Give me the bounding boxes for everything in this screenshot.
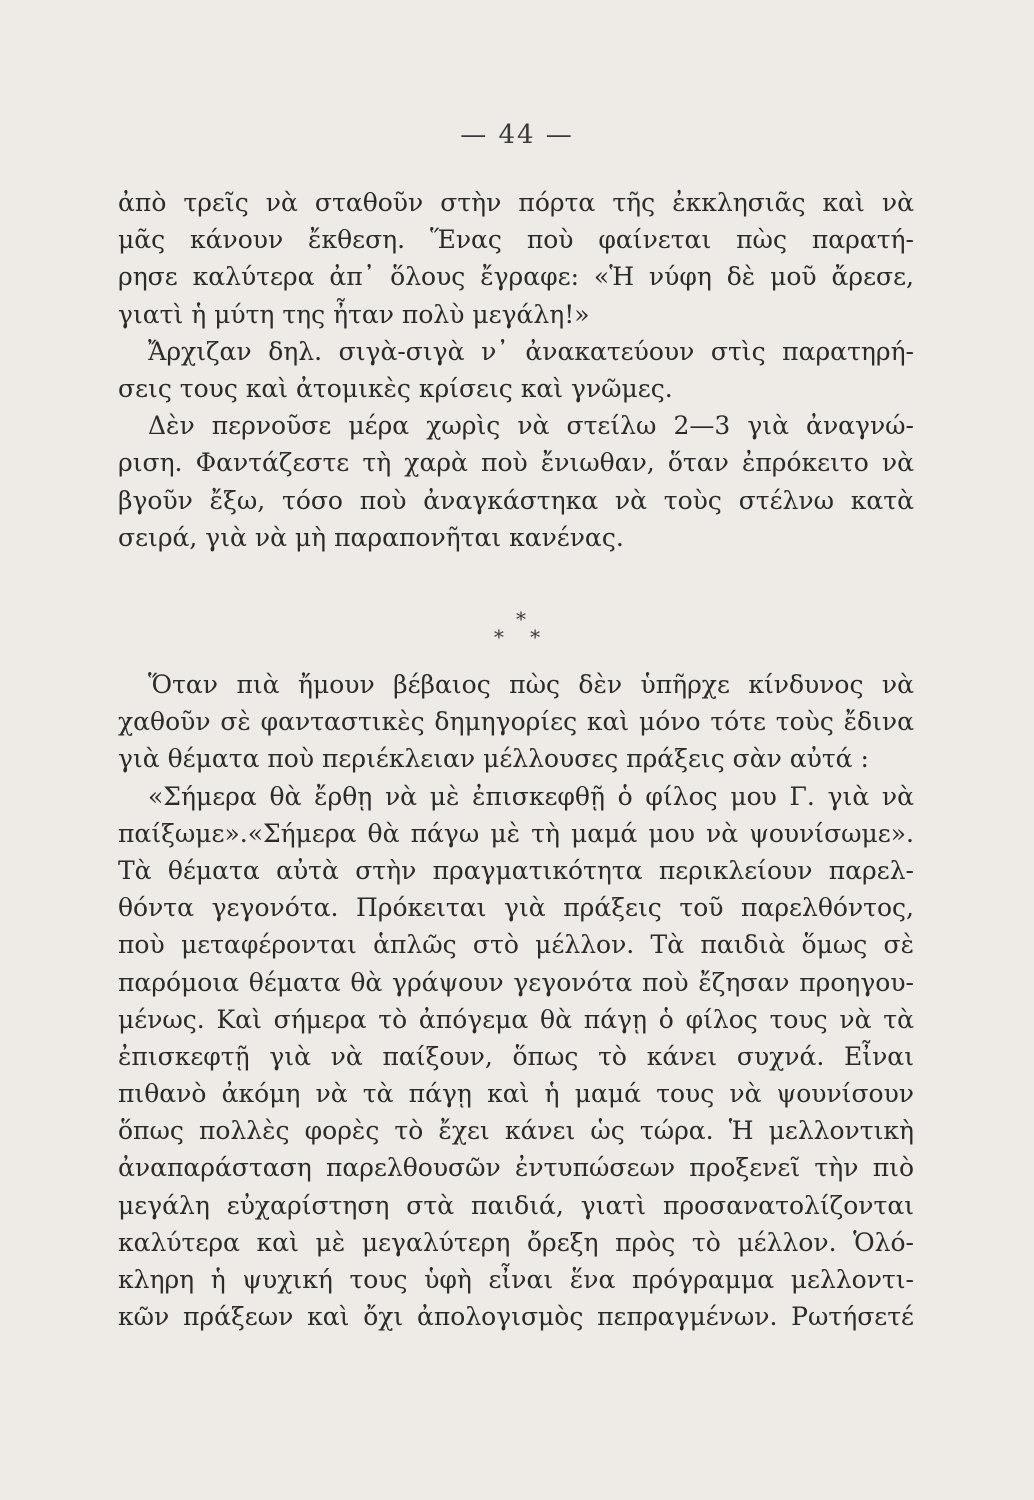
text-line: σεις τους καὶ ἀτομικὲς κρίσεις καὶ γνῶμες. (118, 373, 673, 403)
text-line: θόντα γεγονότα. Πρόκειται γιὰ πράξεις τοῦ παρελθόντος, (118, 893, 914, 923)
text-line: Δὲν περνοῦσε μέρα χωρὶς νὰ στείλω 2—3 γιὰ ἀναγνώ- (148, 411, 914, 441)
text-line: μεγάλη εὐχαρίστηση στὰ παιδιά, γιατὶ προσανατολίζονται (118, 1190, 914, 1220)
text-line: μᾶς κάνουν ἔκθεση. Ἕνας ποὺ φαίνεται πὼς παρατή- (118, 225, 914, 255)
text-line: Ἄρχιζαν δηλ. σιγὰ-σιγὰ ν᾽ ἀνακατεύουν στὶς παρατηρή- (148, 336, 914, 366)
text-line: σειρά, γιὰ νὰ μὴ παραπονῆται κανένας. (118, 522, 624, 552)
text-line: κῶν πράξεων καὶ ὄχι ἀπολογισμὸς πεπραγμένων. Ρωτήσετέ (118, 1302, 914, 1332)
page-number: — 44 — (460, 120, 574, 150)
text-line: Τὰ θέματα αὐτὰ στὴν πραγματικότητα περικλείουν παρελ- (118, 855, 914, 885)
text-line: «Σήμερα θὰ ἔρθῃ νὰ μὲ ἐπισκεφθῇ ὁ φίλος μου Γ. γιὰ νὰ (148, 781, 914, 811)
text-line: χαθοῦν σὲ φανταστικὲς δημηγορίες καὶ μόνο τότε τοὺς ἔδινα (118, 707, 914, 737)
text-line: μένως. Καὶ σήμερα τὸ ἀπόγεμα θὰ πάγῃ ὁ φίλος τους νὰ τὰ (118, 1004, 914, 1034)
text-line: ἀπὸ τρεῖς νὰ σταθοῦν στὴν πόρτα τῆς ἐκκλησιᾶς καὶ νὰ (118, 188, 914, 217)
text-line: κληρη ἡ ψυχική τους ὑφὴ εἶναι ἕνα πρόγραμμα μελλοντι- (118, 1265, 914, 1294)
text-line: καλύτερα καὶ μὲ μεγαλύτερη ὄρεξη πρὸς τὸ μέλλον. Ὁλό- (118, 1227, 914, 1257)
text-line: ὅπως πολλὲς φορὲς τὸ ἔχει κάνει ὡς τώρα. Ἡ μελλοντικὴ (118, 1116, 914, 1146)
text-line: ποὺ μεταφέρονται ἁπλῶς στὸ μέλλον. Τὰ παιδιὰ ὅμως σὲ (118, 930, 914, 960)
text-line: ρησε καλύτερα ἀπ᾽ ὅλους ἔγραφε: «Ἡ νύφη δὲ μοῦ ἄρεσε, (118, 262, 914, 292)
text-line: ἀναπαράσταση παρελθουσῶν ἐντυπώσεων προξενεῖ τὴν πιὸ (118, 1153, 914, 1183)
asterism-top: * (516, 607, 526, 631)
text-line: παρόμοια θέματα θὰ γράψουν γεγονότα ποὺ ἔζησαν προηγου- (118, 967, 914, 997)
asterism-bottom: * * (493, 625, 551, 649)
text-block-top (118, 184, 914, 556)
text-line: ριση. Φαντάζεστε τὴ χαρὰ ποὺ ἔνιωθαν, ὅταν ἐπρόκειτο νὰ (118, 448, 914, 478)
text-line: παίξωμε».«Σήμερα θὰ πάγω μὲ τὴ μαμά μου νὰ ψουνίσωμε». (118, 818, 914, 848)
text-line: πιθανὸ ἀκόμη νὰ τὰ πάγῃ καὶ ἡ μαμά τους νὰ ψουνίσουν (118, 1079, 914, 1109)
text-line: γιὰ θέματα ποὺ περιέκλειαν μέλλουσες πράξεις σὰν αὐτά : (118, 744, 869, 774)
text-line: Ὅταν πιὰ ἤμουν βέβαιος πὼς δὲν ὑπῆρχε κίνδυνος νὰ (148, 670, 914, 699)
text-line: γιατὶ ἡ μύτη της ἦταν πολὺ μεγάλη!» (118, 299, 590, 329)
text-line: ἐπισκεφτῇ γιὰ νὰ παίξουν, ὅπως τὸ κάνει συχνά. Εἶναι (118, 1041, 914, 1071)
text-line: βγοῦν ἔξω, τόσο ποὺ ἀναγκάστηκα νὰ τοὺς στέλνω κατὰ (118, 485, 914, 515)
section-break-asterisks (0, 607, 1034, 649)
text-block-bottom (118, 666, 914, 1335)
